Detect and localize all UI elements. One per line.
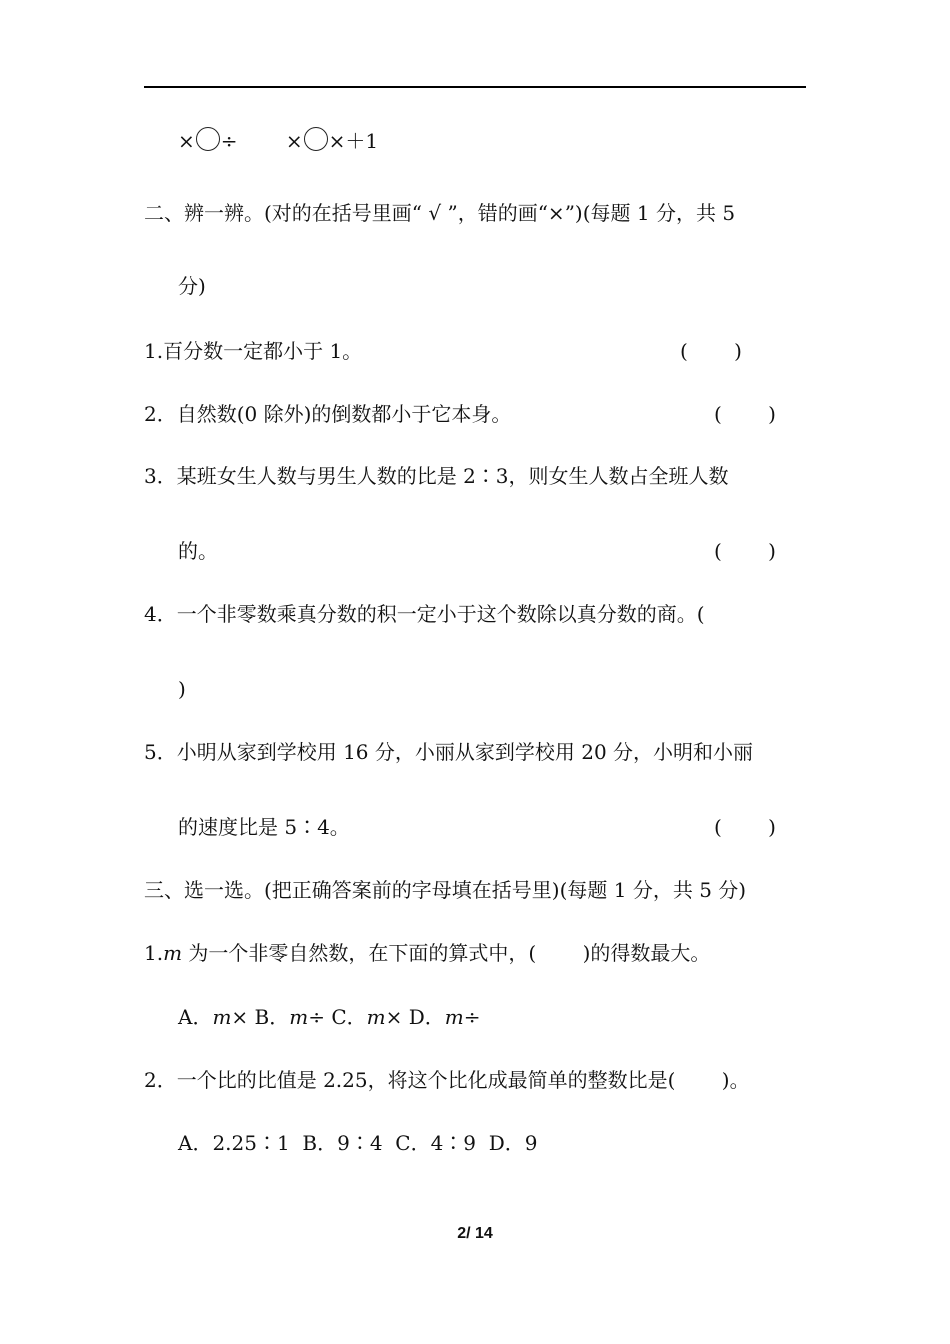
s2-answer-bracket-2[interactable]: ( ) [714, 402, 776, 426]
page-number: 2/ 14 [457, 1225, 493, 1242]
s2-question-5-cont: 的速度比是 5∶4。 [178, 815, 350, 839]
blank-circle-icon [304, 127, 328, 151]
s3-q1-options [178, 1004, 481, 1030]
expression-1 [178, 127, 238, 154]
header-rule [144, 86, 806, 88]
section2-title: 二、辨一辨。(对的在括号里画“ √ ”，错的画“×”)(每题 1 分，共 5 [144, 201, 736, 225]
operator-times-plus-one: ×＋1 [328, 129, 379, 153]
s3-question-2: 2．一个比的比值是 2.25，将这个比化成最简单的整数比是( )。 [144, 1068, 750, 1092]
option-a[interactable]: A．m× [178, 1005, 249, 1029]
s2-question-4: 4．一个非零数乘真分数的积一定小于这个数除以真分数的商。( [144, 602, 705, 626]
s2-answer-bracket-3[interactable]: ( ) [714, 539, 776, 563]
operator-times: × [178, 129, 195, 153]
blank-circle-icon [196, 127, 220, 151]
section3-title: 三、选一选。(把正确答案前的字母填在括号里)(每题 1 分，共 5 分) [144, 878, 747, 902]
s2-answer-bracket-1[interactable]: ( ) [680, 339, 742, 363]
s2-question-4-cont: ) [178, 677, 186, 701]
s2-question-2: 2．自然数(0 除外)的倒数都小于它本身。 [144, 402, 512, 426]
expression-2 [286, 127, 378, 154]
s2-question-3-cont: 的。 [178, 539, 218, 563]
operator-times: × [285, 129, 303, 153]
s2-question-1: 1.百分数一定都小于 1。 [144, 339, 363, 363]
variable-m: m [163, 941, 183, 965]
s2-question-3: 3．某班女生人数与男生人数的比是 2∶3，则女生人数占全班人数 [144, 464, 729, 488]
option-d[interactable]: D．m÷ [408, 1005, 481, 1029]
option-b[interactable]: B．m÷ [254, 1005, 325, 1029]
s3-question-1: 1.m 为一个非零自然数，在下面的算式中，( )的得数最大。 [144, 941, 711, 965]
s2-answer-bracket-5[interactable]: ( ) [714, 815, 776, 839]
expression-row [178, 127, 378, 154]
s3-q2-options: A．2.25∶1 B．9∶4 C．4∶9 D．9 [178, 1131, 538, 1155]
operator-divide: ÷ [220, 129, 238, 153]
s2-question-5: 5．小明从家到学校用 16 分，小丽从家到学校用 20 分，小明和小丽 [144, 740, 754, 764]
option-c[interactable]: C．m× [331, 1005, 403, 1029]
section2-title-cont: 分) [178, 274, 206, 298]
